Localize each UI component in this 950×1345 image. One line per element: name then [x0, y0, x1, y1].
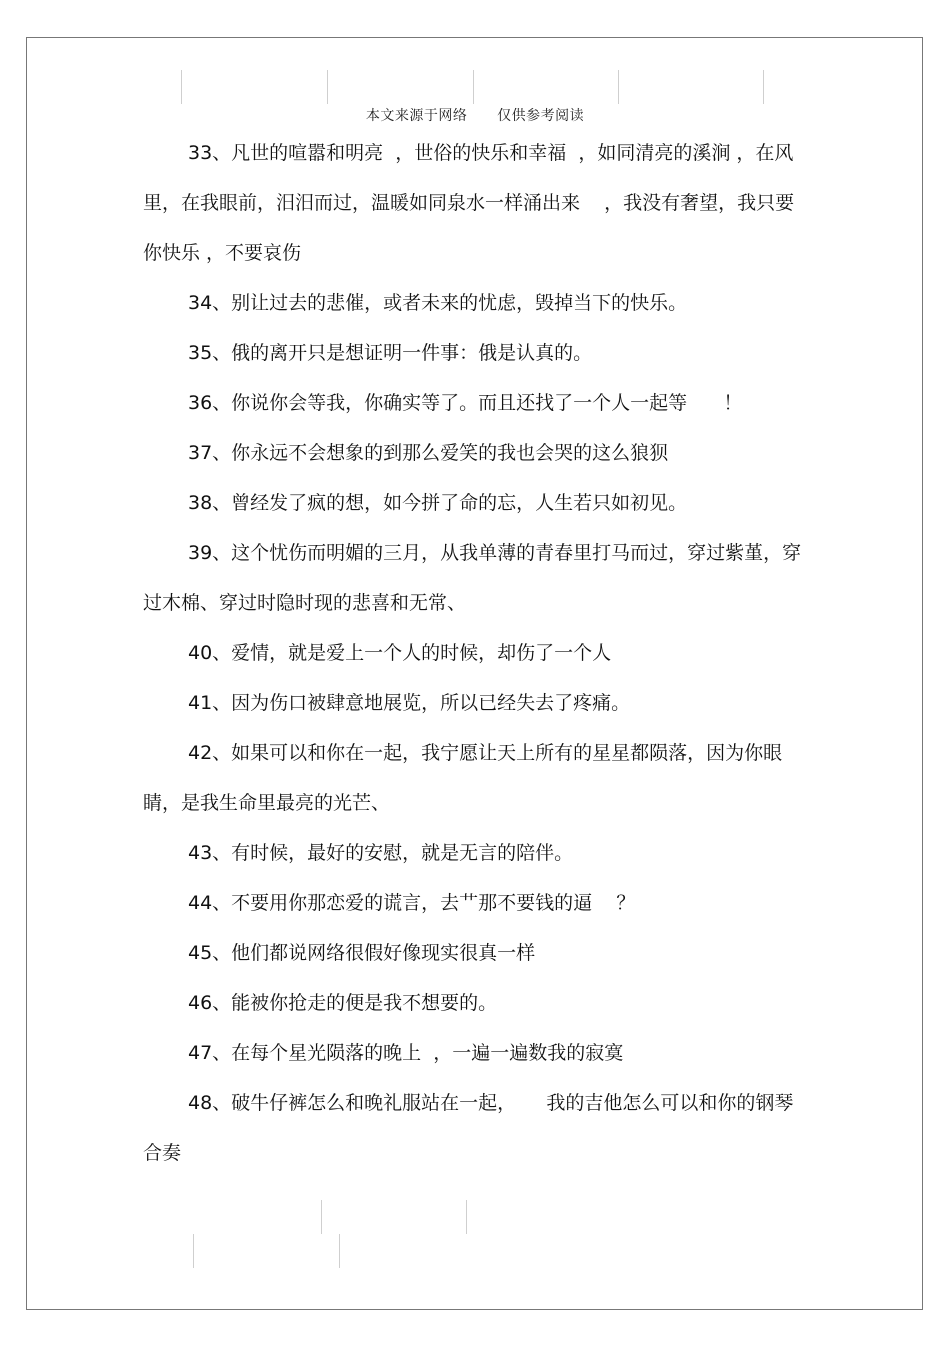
decorative-line: [618, 70, 619, 104]
paragraph: 36、你说你会等我，你确实等了。而且还找了一个人一起等 ！: [188, 392, 743, 414]
paragraph: 34、别让过去的悲催，或者未来的忧虑，毁掉当下的快乐。: [188, 292, 688, 314]
decorative-line: [181, 70, 182, 104]
paragraph: 35、俄的离开只是想证明一件事：俄是认真的。: [188, 342, 593, 364]
decorative-line: [327, 70, 328, 104]
paragraph: 42、如果可以和你在一起，我宁愿让天上所有的星星都陨落，因为你眼睛，是我生命里最亮的光芒、: [143, 742, 783, 814]
paragraph: 48、破牛仔裤怎么和晚礼服站在一起， 我的吉他怎么可以和你的钢琴合奏: [143, 1092, 794, 1164]
paragraph: 44、不要用你那恋爱的谎言，去艹那不要钱的逼 ？: [188, 892, 636, 914]
paragraph: 45、他们都说网络很假好像现实很真一样: [188, 942, 536, 964]
document-body: [143, 128, 811, 1178]
paragraph: 41、因为伤口被肆意地展览，所以已经失去了疼痛。: [188, 692, 631, 714]
header-note: 本文来源于网络 仅供参考阅读: [365, 108, 585, 124]
paragraph: 43、有时候，最好的安慰，就是无言的陪伴。: [188, 842, 574, 864]
decorative-line: [339, 1234, 340, 1268]
paragraph: 47、在每个星光陨落的晚上 ，一遍一遍数我的寂寞: [188, 1042, 624, 1064]
decorative-line: [763, 70, 764, 104]
paragraph: 33、凡世的喧嚣和明亮 ，世俗的快乐和幸福 ，如同清亮的溪涧 ，在风里，在我眼前，汨汨而过，温暖如同泉水一样涌出来 ，我没有奢望，我只要你快乐 ，不要哀伤: [143, 142, 795, 264]
paragraph: 37、你永远不会想象的到那么爱笑的我也会哭的这么狼狈: [188, 442, 669, 464]
paragraph: 39、这个忧伤而明媚的三月，从我单薄的青春里打马而过，穿过紫堇，穿过木棉、穿过时隐时现的悲喜和无常、: [143, 542, 802, 614]
decorative-line: [193, 1234, 194, 1268]
decorative-line: [321, 1200, 322, 1234]
decorative-line: [473, 70, 474, 104]
decorative-line: [466, 1200, 467, 1234]
paragraph: 46、能被你抢走的便是我不想要的。: [188, 992, 498, 1014]
paragraph: 40、爱情，就是爱上一个人的时候，却伤了一个人: [188, 642, 612, 664]
paragraph: 38、曾经发了疯的想，如今拼了命的忘，人生若只如初见。: [188, 492, 688, 514]
